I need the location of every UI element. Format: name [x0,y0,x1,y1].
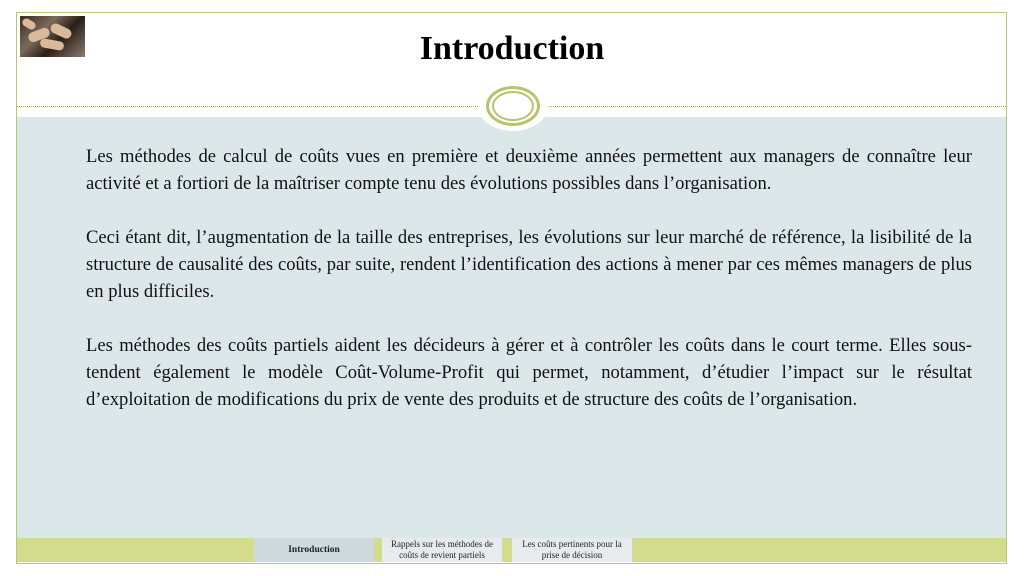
nav-tab-rappels[interactable]: Rappels sur les méthodes de coûts de revient partiels [382,538,502,562]
nav-tab-introduction[interactable]: Introduction [254,538,374,562]
ring-inner-icon [492,91,534,121]
paragraph-1: Les méthodes de calcul de coûts vues en première et deuxième années permettent aux managers de connaître leur activité et a fortiori de la maîtriser compte tenu des évolutions possibles dans l’organisation. [86,146,972,194]
page-title: Introduction [419,30,605,67]
body-text [86,143,972,440]
paragraph-3: Les méthodes des coûts partiels aident les décideurs à gérer et à contrôler les coûts dans le court terme. Elles sous-tendent également le modèle Coût-Volume-Profit qui permet, notamment, d’étudier l’impact sur le résultat d’exploitation de modifications du prix de vente des produits et de structure des coûts de l’organisation. [86,335,972,410]
nav-tab-couts-pertinents[interactable]: Les coûts pertinents pour la prise de décision [512,538,632,562]
paragraph-2: Ceci étant dit, l’augmentation de la taille des entreprises, les évolutions sur leur marché de référence, la lisibilité de la structure de causalité des coûts, par suite, rendent l’identification des actions à mener par ces mêmes managers de plus en plus difficiles. [86,227,972,302]
